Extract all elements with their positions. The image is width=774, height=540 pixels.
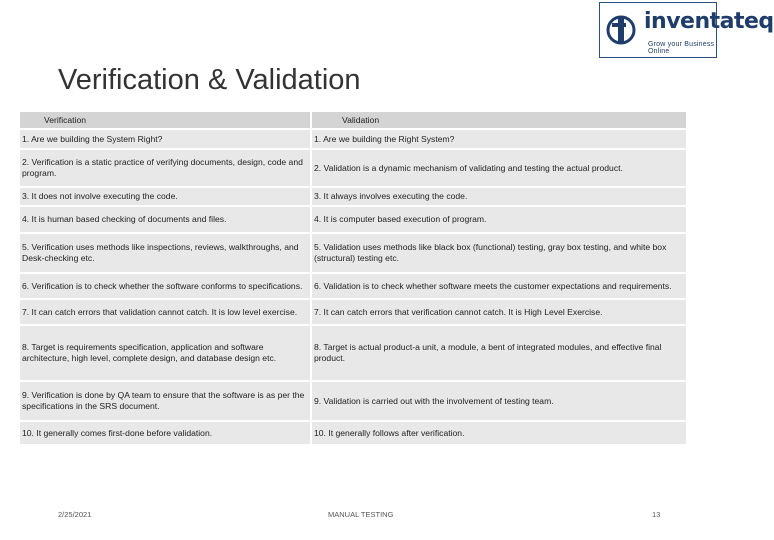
table-row xyxy=(20,207,686,232)
table-header-row xyxy=(20,112,686,128)
validation-cell: 5. Validation uses methods like black box (functional) testing, gray box testing, and white box (structural) testing etc. xyxy=(312,234,686,272)
table-row xyxy=(20,274,686,298)
validation-cell: 3. It always involves executing the code. xyxy=(312,188,686,205)
footer-center-text: MANUAL TESTING xyxy=(328,510,394,519)
company-logo xyxy=(599,2,774,58)
validation-cell: 7. It can catch errors that verification cannot catch. It is High Level Exercise. xyxy=(312,300,686,324)
header-verification: Verification xyxy=(20,112,310,128)
verification-cell: 10. It generally comes first-done before validation. xyxy=(20,422,310,444)
logo-mark-icon xyxy=(606,9,640,51)
validation-cell: 1. Are we building the Right System? xyxy=(312,130,686,148)
table-row xyxy=(20,422,686,444)
verification-cell: 7. It can catch errors that validation cannot catch. It is low level exercise. xyxy=(20,300,310,324)
header-validation: Validation xyxy=(312,112,686,128)
validation-cell: 4. It is computer based execution of program. xyxy=(312,207,686,232)
logo-wordmark: inventateq xyxy=(644,9,774,34)
table-row xyxy=(20,382,686,420)
logo-tagline: Grow your Business Online xyxy=(648,41,715,55)
validation-cell: 6. Validation is to check whether software meets the customer expectations and requirements. xyxy=(312,274,686,298)
footer-page-number: 13 xyxy=(652,510,661,519)
verification-cell: 4. It is human based checking of documents and files. xyxy=(20,207,310,232)
page-title: Verification & Validation xyxy=(58,64,361,96)
verification-cell: 6. Verification is to check whether the software conforms to specifications. xyxy=(20,274,310,298)
table-row xyxy=(20,188,686,205)
footer-date: 2/25/2021 xyxy=(58,510,92,519)
verification-cell: 8. Target is requirements specification, application and software architecture, high level, complete design, and database design etc. xyxy=(20,326,310,380)
comparison-table xyxy=(18,110,688,446)
table-row xyxy=(20,150,686,186)
table-row xyxy=(20,130,686,148)
validation-cell: 2. Validation is a dynamic mechanism of validating and testing the actual product. xyxy=(312,150,686,186)
validation-cell: 10. It generally follows after verification. xyxy=(312,422,686,444)
verification-cell: 2. Verification is a static practice of verifying documents, design, code and program. xyxy=(20,150,310,186)
verification-cell: 1. Are we building the System Right? xyxy=(20,130,310,148)
verification-cell: 5. Verification uses methods like inspections, reviews, walkthroughs, and Desk-checking etc. xyxy=(20,234,310,272)
verification-cell: 3. It does not involve executing the code. xyxy=(20,188,310,205)
table-row xyxy=(20,234,686,272)
validation-cell: 9. Validation is carried out with the involvement of testing team. xyxy=(312,382,686,420)
table-row xyxy=(20,326,686,380)
verification-cell: 9. Verification is done by QA team to ensure that the software is as per the specifications in the SRS document. xyxy=(20,382,310,420)
validation-cell: 8. Target is actual product-a unit, a module, a bent of integrated modules, and effective final product. xyxy=(312,326,686,380)
table-row xyxy=(20,300,686,324)
